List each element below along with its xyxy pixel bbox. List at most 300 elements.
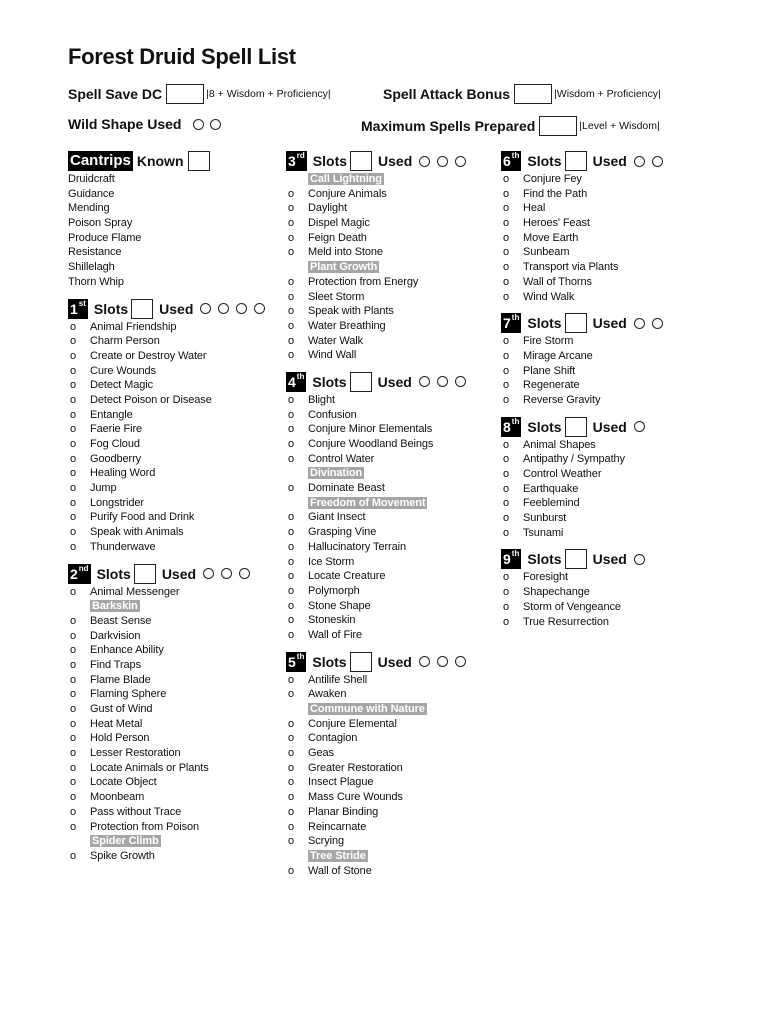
spell-item <box>286 613 496 628</box>
level-3-section <box>286 150 496 363</box>
bullet-icon: o <box>288 526 295 539</box>
spell-item <box>68 775 278 790</box>
spell-item <box>501 334 711 349</box>
spell-name: Heat Metal <box>90 717 143 730</box>
bullet-icon: o <box>70 629 77 642</box>
spell-item <box>68 364 278 379</box>
spell-item <box>501 349 711 364</box>
level-suffix: th <box>511 313 520 323</box>
spell-save-dc-field[interactable] <box>166 84 204 104</box>
bullet-icon: o <box>288 319 295 332</box>
bullet-icon: o <box>503 335 510 348</box>
spell-name: Mending <box>68 202 110 215</box>
spell-item <box>286 496 496 511</box>
slots-field[interactable] <box>134 564 156 584</box>
used-checkbox[interactable] <box>254 303 265 314</box>
bullet-icon: o <box>288 599 295 612</box>
bullet-icon: o <box>70 747 77 760</box>
spell-item <box>501 245 711 260</box>
level-9-section <box>501 548 711 629</box>
used-checkbox[interactable] <box>236 303 247 314</box>
cantrips-title: Cantrips <box>70 152 131 169</box>
spell-item <box>286 319 496 334</box>
spell-item <box>68 849 278 864</box>
used-label: Used <box>592 551 627 568</box>
slots-label: Slots <box>527 551 562 568</box>
slots-field[interactable] <box>350 372 372 392</box>
bullet-icon: o <box>70 644 77 657</box>
slots-field[interactable] <box>565 313 587 333</box>
spell-name: Ice Storm <box>308 555 355 568</box>
max-prepared-row <box>361 116 660 136</box>
level-badge <box>286 652 306 672</box>
bullet-icon: o <box>503 586 510 599</box>
spell-item <box>286 569 496 584</box>
level-badge <box>68 299 88 319</box>
spell-name: Awaken <box>308 688 347 701</box>
bullet-icon: o <box>70 452 77 465</box>
max-prepared-field[interactable] <box>539 116 577 136</box>
bullet-icon: o <box>288 393 295 406</box>
slots-label: Slots <box>527 315 562 332</box>
spell-attack-row <box>383 84 661 104</box>
spell-item <box>68 731 278 746</box>
slots-label: Slots <box>312 153 348 169</box>
always-prepared-spell: Plant Growth <box>310 261 378 274</box>
bullet-icon: o <box>503 290 510 303</box>
used-label: Used <box>377 373 412 390</box>
bullet-icon: o <box>70 482 77 495</box>
spell-name: Create or Destroy Water <box>90 349 207 362</box>
spell-name: Conjure Woodland Beings <box>308 438 434 450</box>
spell-name: Animal Shapes <box>523 438 596 451</box>
bullet-icon: o <box>288 555 295 568</box>
spell-item <box>501 231 711 246</box>
level-suffix: th <box>296 651 305 661</box>
always-prepared-spell: Call Lightning <box>310 173 382 185</box>
spell-name: Entangle <box>90 408 133 421</box>
bullet-icon: o <box>70 540 77 553</box>
bullet-icon: o <box>70 717 77 730</box>
level-suffix: nd <box>78 563 89 573</box>
spell-name: Mass Cure Wounds <box>308 791 403 804</box>
spell-item <box>501 467 711 482</box>
level-number: 8 <box>503 418 511 435</box>
spell-name: Wind Wall <box>308 349 357 362</box>
level-7-header <box>501 312 711 334</box>
spell-item <box>501 600 711 615</box>
spell-name: Hallucinatory Terrain <box>308 540 406 553</box>
spell-item <box>286 525 496 540</box>
used-label: Used <box>161 565 197 582</box>
spell-name: Stoneskin <box>308 614 356 627</box>
spell-item <box>68 481 278 496</box>
spell-name: Sunbeam <box>523 246 570 259</box>
used-checkbox[interactable] <box>634 421 645 432</box>
level-1-header <box>68 298 278 320</box>
spell-name: True Resurrection <box>523 615 609 628</box>
bullet-icon: o <box>503 217 510 230</box>
bullet-icon: o <box>288 334 295 347</box>
bullet-icon: o <box>503 349 510 362</box>
wild-shape-checkbox[interactable] <box>210 119 221 130</box>
bullet-icon: o <box>70 805 77 818</box>
spell-item <box>68 510 278 525</box>
spell-item <box>501 393 711 408</box>
level-suffix: st <box>78 298 86 308</box>
wild-shape-checkbox[interactable] <box>193 119 204 130</box>
level-5-section <box>286 651 496 879</box>
spell-name: Animal Messenger <box>90 585 180 598</box>
level-suffix: th <box>511 549 520 559</box>
bullet-icon: o <box>288 202 295 215</box>
spell-item <box>68 260 278 275</box>
bullet-icon: o <box>503 202 510 215</box>
spell-name: Water Walk <box>308 334 364 347</box>
spell-name: Feign Death <box>308 231 367 244</box>
used-checkbox[interactable] <box>218 303 229 314</box>
level-number: 9 <box>503 551 511 568</box>
level-suffix: th <box>511 416 520 426</box>
spell-item <box>286 172 496 187</box>
spell-item <box>68 496 278 511</box>
bullet-icon: o <box>288 275 295 288</box>
bullet-icon: o <box>70 791 77 804</box>
spell-item <box>501 260 711 275</box>
used-checkbox[interactable] <box>652 156 663 167</box>
spell-item <box>501 511 711 526</box>
used-checkbox[interactable] <box>419 376 430 387</box>
used-checkbox[interactable] <box>634 156 645 167</box>
spell-name: Locate Object <box>90 776 157 789</box>
spell-item <box>68 658 278 673</box>
used-checkbox[interactable] <box>419 656 430 667</box>
spell-item <box>501 496 711 511</box>
spell-item <box>68 790 278 805</box>
bullet-icon: o <box>503 231 510 244</box>
bullet-icon: o <box>288 438 295 450</box>
spell-item <box>68 452 278 467</box>
spell-name: Scrying <box>308 835 344 848</box>
spell-name: Lesser Restoration <box>90 747 181 760</box>
spell-list <box>286 673 496 879</box>
bullet-icon: o <box>288 452 295 465</box>
bullet-icon: o <box>70 423 77 436</box>
spell-attack-label: Spell Attack Bonus <box>383 86 511 102</box>
spell-item <box>286 187 496 202</box>
used-checkbox[interactable] <box>652 318 663 329</box>
spell-item <box>501 275 711 290</box>
bullet-icon: o <box>503 393 510 406</box>
spell-item <box>68 746 278 761</box>
spell-name: Faerie Fire <box>90 423 143 436</box>
used-checkbox[interactable] <box>437 656 448 667</box>
spell-name: Regenerate <box>523 379 580 392</box>
spell-name: Dispel Magic <box>308 217 370 230</box>
always-prepared-spell: Freedom of Movement <box>310 496 426 509</box>
spell-list <box>286 172 496 363</box>
used-checkbox[interactable] <box>634 554 645 565</box>
bullet-icon: o <box>288 290 295 303</box>
used-checkbox[interactable] <box>239 568 250 579</box>
bullet-icon: o <box>503 497 510 510</box>
spell-item <box>501 378 711 393</box>
used-checkbox[interactable] <box>455 376 466 387</box>
spell-name: Conjure Fey <box>523 173 582 185</box>
level-8-section <box>501 416 711 541</box>
spell-item <box>286 510 496 525</box>
spell-name: Meld into Stone <box>308 246 383 259</box>
spell-item <box>286 304 496 319</box>
spell-attack-field[interactable] <box>514 84 552 104</box>
level-number: 2 <box>70 565 78 582</box>
level-2-header <box>68 563 278 585</box>
spell-item <box>68 349 278 364</box>
spell-name: Thunderwave <box>90 540 156 553</box>
spell-item <box>68 805 278 820</box>
used-checkbox[interactable] <box>203 568 214 579</box>
column-3 <box>501 150 711 629</box>
spell-name: Locate Animals or Plants <box>90 761 209 774</box>
spell-name: Detect Magic <box>90 379 153 392</box>
spell-item <box>68 834 278 849</box>
always-prepared-spell: Spider Climb <box>92 835 159 848</box>
bullet-icon: o <box>503 261 510 274</box>
wild-shape-row <box>68 116 221 132</box>
slots-field[interactable] <box>565 417 587 437</box>
always-prepared-spell: Divination <box>310 467 363 480</box>
spell-name: Conjure Elemental <box>308 717 397 730</box>
spell-item <box>286 864 496 879</box>
bullet-icon: o <box>503 526 510 539</box>
level-3-header <box>286 150 496 172</box>
bullet-icon: o <box>70 393 77 406</box>
spell-name: Healing Word <box>90 467 156 480</box>
bullet-icon: o <box>288 761 295 774</box>
spell-item <box>286 805 496 820</box>
spell-item <box>501 615 711 630</box>
bullet-icon: o <box>503 600 510 613</box>
level-4-section <box>286 371 496 643</box>
spell-item <box>68 201 278 216</box>
spell-list <box>68 585 278 864</box>
spell-item <box>501 482 711 497</box>
spell-item <box>286 348 496 363</box>
spell-name: Flame Blade <box>90 673 151 686</box>
spell-item <box>286 599 496 614</box>
spell-item <box>501 452 711 467</box>
spell-item <box>286 834 496 849</box>
always-prepared-spell: Tree Stride <box>310 849 366 862</box>
used-checkbox[interactable] <box>455 656 466 667</box>
bullet-icon: o <box>288 246 295 259</box>
spell-item <box>501 526 711 541</box>
bullet-icon: o <box>70 761 77 774</box>
level-number: 1 <box>70 300 78 317</box>
spell-name: Earthquake <box>523 482 579 495</box>
bullet-icon: o <box>70 614 77 627</box>
spell-name: Cure Wounds <box>90 364 156 377</box>
wild-shape-label: Wild Shape Used <box>68 116 182 132</box>
spell-item <box>68 717 278 732</box>
spell-item <box>501 187 711 202</box>
cantrips-section <box>68 150 278 290</box>
bullet-icon: o <box>503 571 510 584</box>
page-title: Forest Druid Spell List <box>68 44 296 69</box>
spell-name: Produce Flame <box>68 231 142 244</box>
spell-item <box>286 717 496 732</box>
spell-name: Control Weather <box>523 468 602 480</box>
used-label: Used <box>592 418 627 435</box>
level-7-section <box>501 312 711 407</box>
bullet-icon: o <box>503 615 510 628</box>
bullet-icon: o <box>70 776 77 789</box>
bullet-icon: o <box>288 835 295 848</box>
bullet-icon: o <box>503 468 510 480</box>
bullet-icon: o <box>288 614 295 627</box>
bullet-icon: o <box>70 732 77 745</box>
bullet-icon: o <box>288 511 295 524</box>
slots-field[interactable] <box>350 151 372 171</box>
spell-item <box>68 761 278 776</box>
spell-item <box>68 702 278 717</box>
spell-name: Conjure Minor Elementals <box>308 423 433 436</box>
spell-name: Thorn Whip <box>68 275 124 288</box>
spell-list <box>501 438 711 541</box>
used-checkbox[interactable] <box>200 303 211 314</box>
spell-save-dc-label: Spell Save DC <box>68 86 163 102</box>
always-prepared-spell: Barkskin <box>92 600 138 613</box>
cantrips-known-field[interactable] <box>188 151 210 171</box>
spell-name: Control Water <box>308 452 375 465</box>
spell-name: Poison Spray <box>68 217 133 230</box>
spell-name: Polymorph <box>308 584 360 597</box>
spell-item <box>68 320 278 335</box>
spell-name: Druidcraft <box>68 173 115 185</box>
bullet-icon: o <box>503 246 510 259</box>
spell-item <box>68 585 278 600</box>
spell-name: Wall of Stone <box>308 864 372 877</box>
bullet-icon: o <box>288 820 295 833</box>
level-6-header <box>501 150 711 172</box>
spell-name: Shillelagh <box>68 261 115 274</box>
bullet-icon: o <box>503 187 510 200</box>
spell-name: Resistance <box>68 246 122 259</box>
spell-name: Find the Path <box>523 187 588 200</box>
slots-field[interactable] <box>565 549 587 569</box>
spell-name: Plane Shift <box>523 364 576 377</box>
max-prepared-formula: |Level + Wisdom| <box>579 120 660 132</box>
spell-name: Speak with Plants <box>308 305 394 318</box>
spell-item <box>286 452 496 467</box>
spell-name: Charm Person <box>90 335 160 348</box>
spell-item <box>68 245 278 260</box>
bullet-icon: o <box>70 320 77 333</box>
used-checkbox[interactable] <box>221 568 232 579</box>
used-label: Used <box>378 153 413 169</box>
spell-name: Shapechange <box>523 586 590 599</box>
bullet-icon: o <box>288 408 295 421</box>
bullet-icon: o <box>70 820 77 833</box>
spell-item <box>501 585 711 600</box>
spell-item <box>286 393 496 408</box>
spell-name: Greater Restoration <box>308 761 403 774</box>
spell-name: Dominate Beast <box>308 482 385 495</box>
spell-item <box>286 746 496 761</box>
spell-item <box>286 673 496 688</box>
spell-item <box>68 437 278 452</box>
spell-name: Sleet Storm <box>308 290 365 303</box>
bullet-icon: o <box>503 453 510 466</box>
bullet-icon: o <box>288 231 295 244</box>
bullet-icon: o <box>70 673 77 686</box>
bullet-icon: o <box>288 791 295 804</box>
spell-name: Darkvision <box>90 629 141 642</box>
bullet-icon: o <box>70 526 77 539</box>
spell-name: Giant Insect <box>308 511 366 524</box>
used-checkbox[interactable] <box>437 156 448 167</box>
slots-label: Slots <box>93 300 129 317</box>
spell-item <box>68 216 278 231</box>
spell-name: Speak with Animals <box>90 526 184 539</box>
spell-name: Longstrider <box>90 496 144 509</box>
level-suffix: rd <box>296 151 305 160</box>
bullet-icon: o <box>70 408 77 421</box>
spell-name: Wall of Thorns <box>523 275 592 288</box>
used-checkbox[interactable] <box>455 156 466 167</box>
bullet-icon: o <box>288 688 295 701</box>
slots-field[interactable] <box>131 299 153 319</box>
used-label: Used <box>592 315 627 332</box>
used-checkbox[interactable] <box>437 376 448 387</box>
spell-item <box>501 364 711 379</box>
level-badge <box>286 372 306 392</box>
spell-name: Mirage Arcane <box>523 349 593 362</box>
spell-item <box>68 275 278 290</box>
slots-label: Slots <box>96 565 131 582</box>
bullet-icon: o <box>70 496 77 509</box>
spell-item <box>286 245 496 260</box>
spell-list <box>501 570 711 629</box>
used-checkbox[interactable] <box>634 318 645 329</box>
spell-name: Guidance <box>68 187 115 200</box>
spell-save-dc-row <box>68 84 331 104</box>
spell-name: Reincarnate <box>308 820 367 833</box>
spell-item <box>286 216 496 231</box>
spell-name: Protection from Poison <box>90 820 200 833</box>
spell-name: Transport via Plants <box>523 261 619 274</box>
slots-field[interactable] <box>350 652 372 672</box>
used-label: Used <box>377 653 412 670</box>
used-checkbox[interactable] <box>419 156 430 167</box>
spell-item <box>286 540 496 555</box>
spell-item <box>286 790 496 805</box>
slots-field[interactable] <box>565 151 587 171</box>
spell-name: Wall of Fire <box>308 628 363 641</box>
bullet-icon: o <box>288 570 295 583</box>
bullet-icon: o <box>288 482 295 495</box>
spell-attack-formula: |Wisdom + Proficiency| <box>554 88 661 100</box>
spell-item <box>286 408 496 423</box>
spell-name: Protection from Energy <box>308 275 419 288</box>
bullet-icon: o <box>288 584 295 597</box>
bullet-icon: o <box>70 364 77 377</box>
bullet-icon: o <box>288 864 295 877</box>
spell-item <box>286 820 496 835</box>
bullet-icon: o <box>503 438 510 451</box>
spell-list <box>501 334 711 407</box>
spell-list <box>68 320 278 555</box>
